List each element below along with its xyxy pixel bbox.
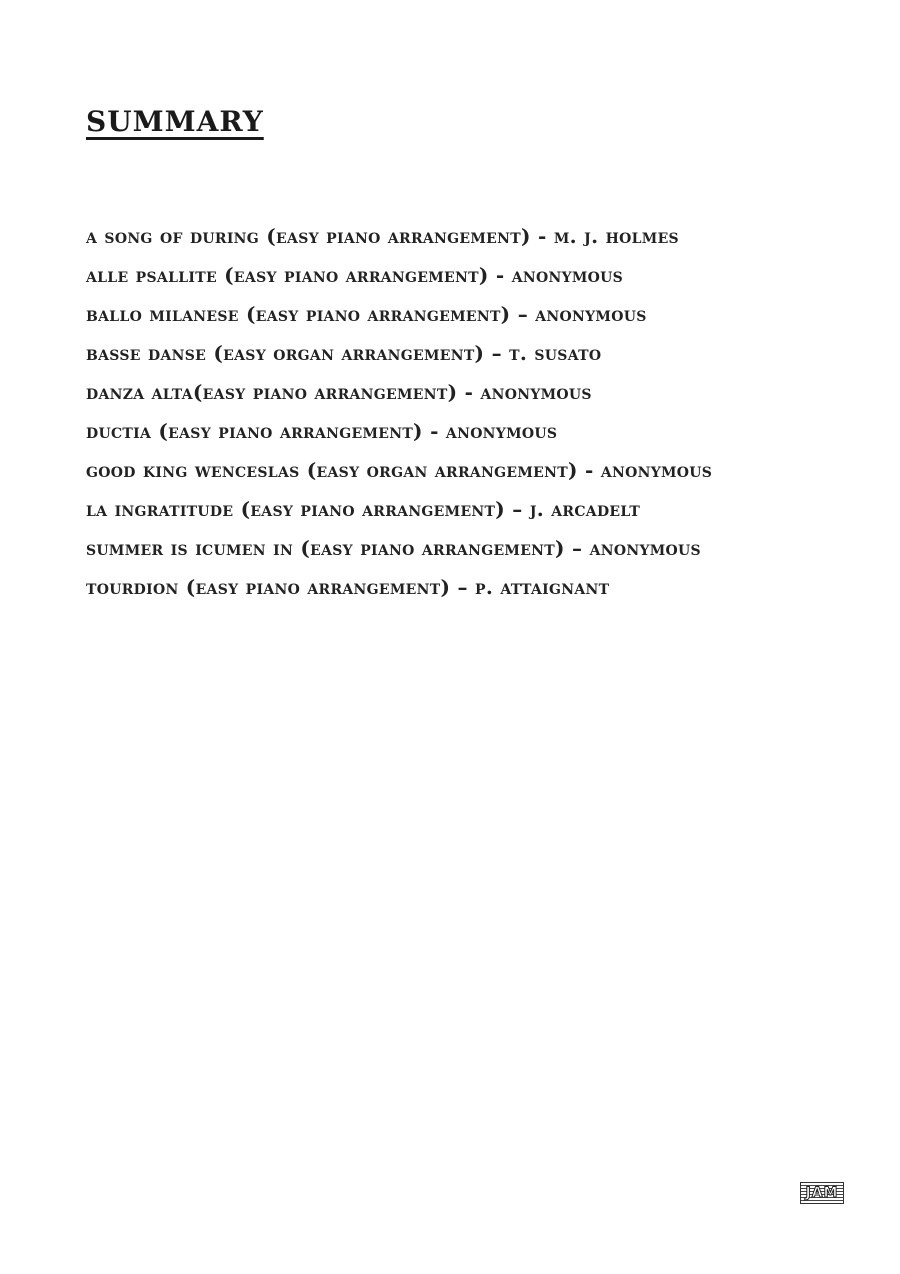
publisher-logo-icon: [800, 1182, 844, 1204]
list-item: basse danse (easy organ arrangement) – t. susato: [86, 341, 602, 365]
list-item: summer is icumen in (easy piano arrangement) – anonymous: [86, 536, 701, 560]
list-item: good king wenceslas (easy organ arrangement) - anonymous: [86, 458, 713, 482]
list-item: ballo milanese (easy piano arrangement) – anonymous: [86, 302, 647, 326]
list-item: danza alta(easy piano arrangement) - anonymous: [86, 380, 592, 404]
list-item: a song of during (easy piano arrangement) - m. j. holmes: [86, 224, 679, 248]
page-title: summary: [86, 94, 264, 141]
list-item: tourdion (easy piano arrangement) – p. attaignant: [86, 575, 610, 599]
logo-text: JAM: [805, 1185, 839, 1201]
table-of-contents: [86, 222, 806, 612]
list-item: alle psallite (easy piano arrangement) - anonymous: [86, 263, 624, 287]
list-item: la ingratitude (easy piano arrangement) – j. arcadelt: [86, 497, 641, 521]
list-item: ductia (easy piano arrangement) - anonymous: [86, 419, 558, 443]
